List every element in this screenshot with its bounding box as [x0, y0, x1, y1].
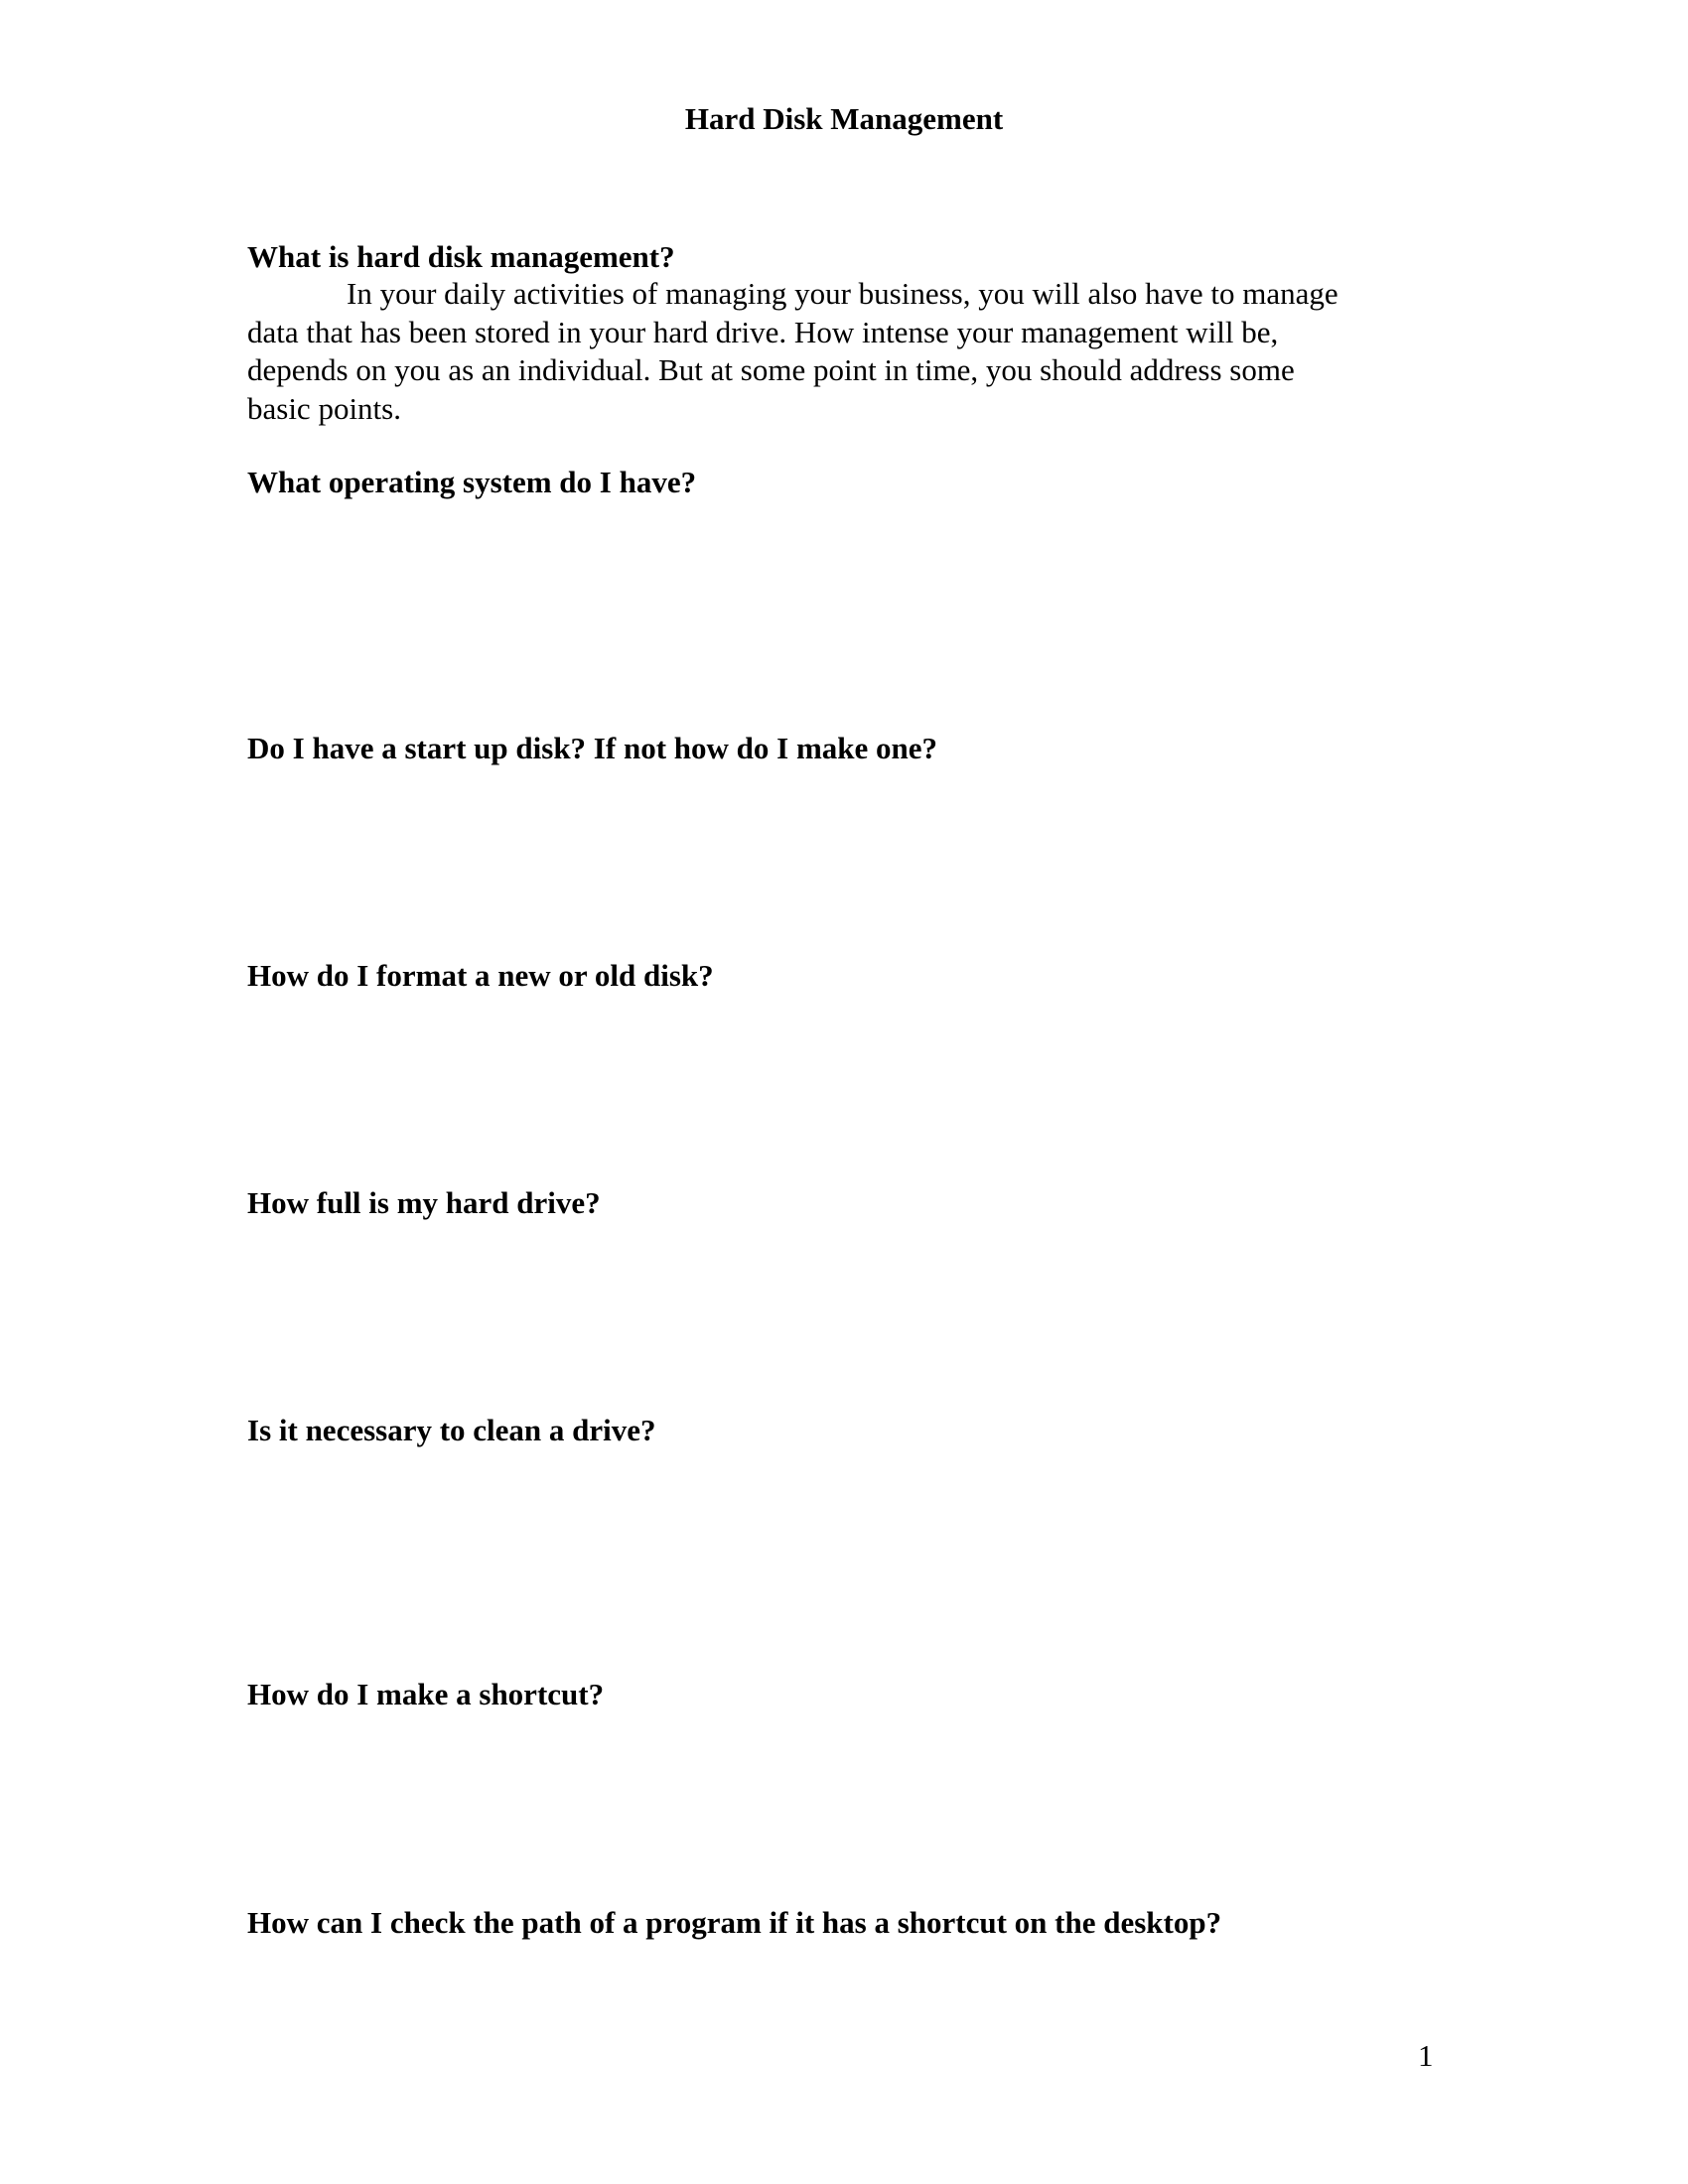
intro-paragraph — [247, 275, 1419, 428]
section-heading-check-path: How can I check the path of a program if it has a shortcut on the desktop? — [247, 1905, 1222, 1940]
paragraph-line: data that has been stored in your hard drive. How intense your management will be, — [247, 314, 1279, 349]
paragraph-line: basic points. — [247, 390, 401, 426]
section-heading-what-is: What is hard disk management? — [247, 239, 675, 274]
document-title: Hard Disk Management — [684, 101, 1004, 136]
page-number: 1 — [1418, 2038, 1434, 2073]
section-heading-operating-system: What operating system do I have? — [247, 465, 697, 499]
section-heading-format-disk: How do I format a new or old disk? — [247, 958, 714, 993]
section-heading-clean-drive: Is it necessary to clean a drive? — [247, 1413, 656, 1447]
section-heading-startup-disk: Do I have a start up disk? If not how do I make one? — [247, 731, 938, 765]
section-heading-hard-drive-full: How full is my hard drive? — [247, 1185, 601, 1220]
paragraph-line: In your daily activities of managing your business, you will also have to manage — [347, 276, 1338, 311]
paragraph-line: depends on you as an individual. But at some point in time, you should address some — [247, 352, 1295, 387]
section-heading-make-shortcut: How do I make a shortcut? — [247, 1677, 605, 1711]
